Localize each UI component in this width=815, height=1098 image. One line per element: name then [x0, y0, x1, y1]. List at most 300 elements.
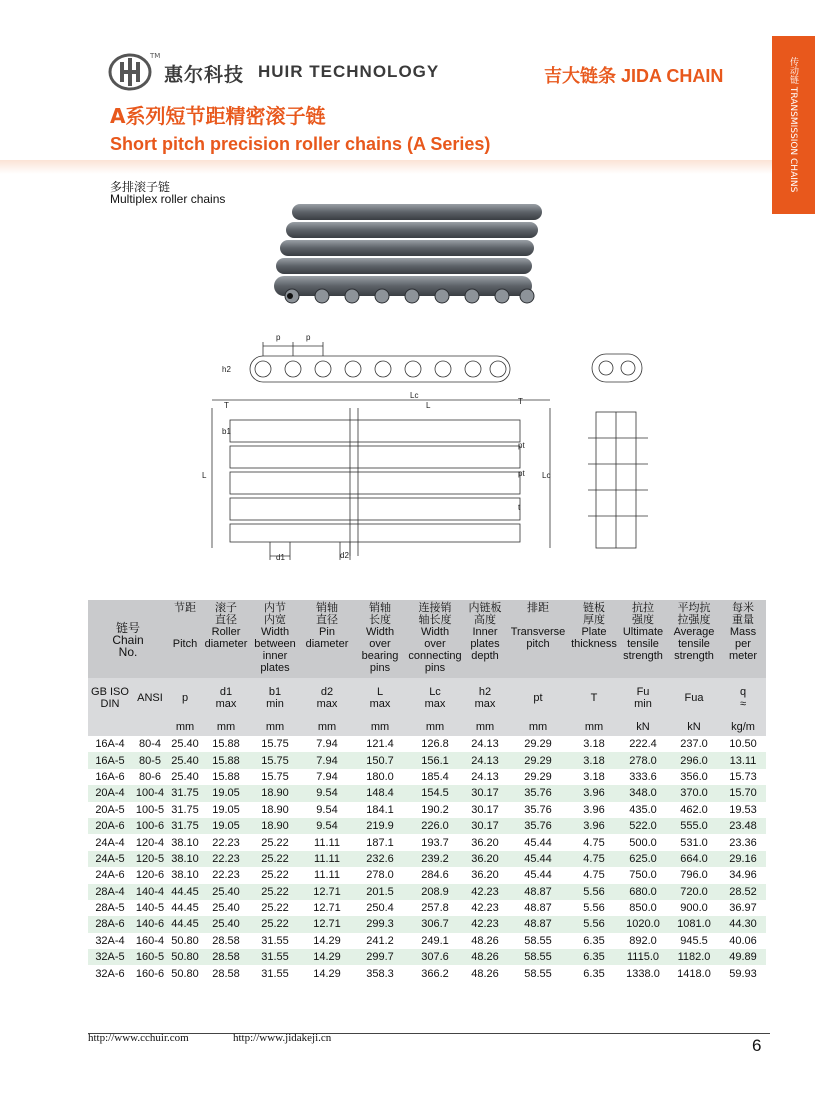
table-cell: 500.0	[618, 834, 668, 850]
table-cell: 1020.0	[618, 916, 668, 932]
table-cell: 796.0	[668, 867, 720, 883]
table-cell: 307.6	[406, 949, 464, 965]
table-cell: 28A-5	[88, 900, 132, 916]
table-cell: 29.29	[506, 769, 570, 785]
table-cell: 25.40	[168, 752, 202, 768]
table-cell: 25.40	[168, 736, 202, 752]
table-cell: 1418.0	[668, 965, 720, 981]
table-cell: 7.94	[300, 752, 354, 768]
table-cell: 20A-5	[88, 802, 132, 818]
table-cell: 190.2	[406, 802, 464, 818]
table-cell: 58.55	[506, 949, 570, 965]
table-cell: 38.10	[168, 834, 202, 850]
table-cell: 249.1	[406, 933, 464, 949]
table-cell: 25.40	[202, 884, 250, 900]
label-h2: h2	[222, 365, 231, 374]
sym-b1: b1 min	[250, 678, 300, 718]
table-cell: 100-4	[132, 785, 168, 801]
table-cell: 120-6	[132, 867, 168, 883]
table-cell: 12.71	[300, 900, 354, 916]
unit-cell: kN	[618, 718, 668, 736]
table-cell: 522.0	[618, 818, 668, 834]
label-pt: pt	[518, 441, 525, 450]
table-cell: 20A-4	[88, 785, 132, 801]
sym-Fu: Fu min	[618, 678, 668, 718]
unit-cell: mm	[250, 718, 300, 736]
sym-T: T	[570, 678, 618, 718]
table-cell: 892.0	[618, 933, 668, 949]
table-cell: 6.35	[570, 965, 618, 981]
table-cell: 48.87	[506, 916, 570, 932]
table-cell: 59.93	[720, 965, 766, 981]
table-cell: 3.96	[570, 818, 618, 834]
table-cell: 7.94	[300, 769, 354, 785]
table-row	[88, 916, 766, 932]
table-cell: 126.8	[406, 736, 464, 752]
table-row	[88, 785, 766, 801]
table-cell: 50.80	[168, 933, 202, 949]
table-cell: 45.44	[506, 851, 570, 867]
table-cell: 15.75	[250, 769, 300, 785]
table-cell: 232.6	[354, 851, 406, 867]
table-cell: 22.23	[202, 851, 250, 867]
footer-rule	[88, 1033, 770, 1034]
table-cell: 120-4	[132, 834, 168, 850]
table-cell: 50.80	[168, 965, 202, 981]
table-cell: 18.90	[250, 802, 300, 818]
table-cell: 50.80	[168, 949, 202, 965]
table-cell: 306.7	[406, 916, 464, 932]
table-cell: 100-5	[132, 802, 168, 818]
table-row	[88, 851, 766, 867]
table-cell: 29.16	[720, 851, 766, 867]
table-cell: 29.29	[506, 752, 570, 768]
unit-cell: mm	[354, 718, 406, 736]
header-band	[0, 160, 772, 174]
col-plate-thickness: 链板 厚度 Plate thickness	[570, 600, 618, 678]
table-cell: 25.22	[250, 867, 300, 883]
table-cell: 32A-4	[88, 933, 132, 949]
trademark-mark: TM	[150, 52, 161, 60]
table-cell: 16A-6	[88, 769, 132, 785]
table-cell: 49.89	[720, 949, 766, 965]
table-cell: 15.88	[202, 769, 250, 785]
table-cell: 435.0	[618, 802, 668, 818]
table-cell: 278.0	[354, 867, 406, 883]
table-cell: 680.0	[618, 884, 668, 900]
table-cell: 3.18	[570, 736, 618, 752]
table-cell: 45.44	[506, 867, 570, 883]
table-cell: 11.11	[300, 867, 354, 883]
table-cell: 15.75	[250, 752, 300, 768]
table-cell: 201.5	[354, 884, 406, 900]
table-cell: 31.55	[250, 965, 300, 981]
table-cell: 625.0	[618, 851, 668, 867]
table-cell: 239.2	[406, 851, 464, 867]
table-cell: 80-4	[132, 736, 168, 752]
table-cell: 31.55	[250, 933, 300, 949]
label-pt-2: pt	[518, 469, 525, 478]
table-cell: 15.75	[250, 736, 300, 752]
footer-url-jidakeji[interactable]: http://www.jidakeji.cn	[233, 1032, 332, 1044]
table-cell: 14.29	[300, 933, 354, 949]
unit-cell	[88, 718, 132, 736]
table-cell: 30.17	[464, 818, 506, 834]
table-cell: 25.22	[250, 884, 300, 900]
table-cell: 241.2	[354, 933, 406, 949]
table-cell: 48.87	[506, 884, 570, 900]
table-cell: 24A-6	[88, 867, 132, 883]
table-cell: 28.52	[720, 884, 766, 900]
table-cell: 3.18	[570, 769, 618, 785]
table-cell: 44.45	[168, 916, 202, 932]
col-pitch: 节距 Pitch	[168, 600, 202, 678]
table-row	[88, 752, 766, 768]
unit-cell: mm	[464, 718, 506, 736]
table-cell: 180.0	[354, 769, 406, 785]
table-cell: 121.4	[354, 736, 406, 752]
table-cell: 25.40	[202, 916, 250, 932]
table-cell: 12.71	[300, 884, 354, 900]
table-cell: 6.35	[570, 949, 618, 965]
table-cell: 48.26	[464, 933, 506, 949]
table-cell: 23.48	[720, 818, 766, 834]
side-category-tab	[772, 36, 815, 214]
table-cell: 24.13	[464, 736, 506, 752]
table-cell: 30.17	[464, 802, 506, 818]
table-cell: 3.18	[570, 752, 618, 768]
header-row-names	[88, 600, 766, 678]
brand-name-cn: 惠尔科技	[164, 64, 245, 86]
table-cell: 48.26	[464, 965, 506, 981]
brand-name-en: HUIR TECHNOLOGY	[258, 62, 440, 81]
col-average-strength: 平均抗 拉强度 Average tensile strength	[668, 600, 720, 678]
sym-q: q ≈	[720, 678, 766, 718]
table-cell: 31.55	[250, 949, 300, 965]
sym-ansi: ANSI	[132, 678, 168, 718]
table-cell: 5.56	[570, 900, 618, 916]
table-cell: 237.0	[668, 736, 720, 752]
unit-cell: mm	[300, 718, 354, 736]
table-cell: 148.4	[354, 785, 406, 801]
table-cell: 299.7	[354, 949, 406, 965]
footer-url-cchuir[interactable]: http://www.cchuir.com	[88, 1032, 189, 1044]
table-cell: 10.50	[720, 736, 766, 752]
label-d1: d1	[276, 553, 285, 562]
table-cell: 4.75	[570, 834, 618, 850]
table-cell: 25.22	[250, 851, 300, 867]
section-subtitle-en: Multiplex roller chains	[110, 192, 226, 206]
col-roller-diameter: 滚子 直径 Roller diameter	[202, 600, 250, 678]
table-cell: 28.58	[202, 949, 250, 965]
table-cell: 160-5	[132, 949, 168, 965]
sym-Lc: Lc max	[406, 678, 464, 718]
table-cell: 720.0	[668, 884, 720, 900]
section-subtitle-cn: 多排滚子链	[110, 180, 171, 194]
table-row	[88, 818, 766, 834]
label-d2: d2	[340, 551, 349, 560]
table-cell: 5.56	[570, 916, 618, 932]
unit-cell: mm	[570, 718, 618, 736]
chain-product-photo	[272, 196, 552, 314]
table-row	[88, 884, 766, 900]
table-cell: 19.53	[720, 802, 766, 818]
table-cell: 16A-5	[88, 752, 132, 768]
label-p: p	[276, 333, 281, 342]
header-row-symbols	[88, 678, 766, 718]
table-cell: 40.06	[720, 933, 766, 949]
table-cell: 4.75	[570, 867, 618, 883]
col-chain-no: 链号 Chain No.	[88, 600, 168, 678]
col-pin-length: 销轴 长度 Width over bearing pins	[354, 600, 406, 678]
col-pin-diameter: 销轴 直径 Pin diameter	[300, 600, 354, 678]
table-cell: 25.40	[168, 769, 202, 785]
table-cell: 36.20	[464, 834, 506, 850]
table-cell: 15.70	[720, 785, 766, 801]
table-cell: 19.05	[202, 818, 250, 834]
table-cell: 32A-5	[88, 949, 132, 965]
unit-cell: kN	[668, 718, 720, 736]
table-cell: 48.87	[506, 900, 570, 916]
table-row	[88, 900, 766, 916]
table-cell: 42.23	[464, 900, 506, 916]
table-cell: 140-6	[132, 916, 168, 932]
table-cell: 333.6	[618, 769, 668, 785]
label-b1: b1	[222, 427, 231, 436]
table-cell: 140-5	[132, 900, 168, 916]
table-cell: 44.45	[168, 884, 202, 900]
col-inner-plate-depth: 内链板 高度 Inner plates depth	[464, 600, 506, 678]
table-cell: 25.22	[250, 900, 300, 916]
page-number: 6	[752, 1036, 762, 1055]
table-cell: 14.29	[300, 949, 354, 965]
table-cell: 9.54	[300, 818, 354, 834]
table-cell: 80-6	[132, 769, 168, 785]
table-cell: 36.20	[464, 867, 506, 883]
table-cell: 11.11	[300, 834, 354, 850]
label-Lc: Lc	[410, 391, 419, 400]
table-cell: 25.22	[250, 834, 300, 850]
table-cell: 44.45	[168, 900, 202, 916]
unit-cell: mm	[202, 718, 250, 736]
table-cell: 9.54	[300, 785, 354, 801]
table-cell: 30.17	[464, 785, 506, 801]
col-transverse-pitch: 排距 Transverse pitch	[506, 600, 570, 678]
sym-L: L max	[354, 678, 406, 718]
table-cell: 20A-6	[88, 818, 132, 834]
table-cell: 38.10	[168, 851, 202, 867]
table-row	[88, 965, 766, 981]
table-cell: 222.4	[618, 736, 668, 752]
table-cell: 58.55	[506, 965, 570, 981]
table-cell: 22.23	[202, 834, 250, 850]
label-T-right: T	[518, 397, 523, 406]
table-cell: 35.76	[506, 802, 570, 818]
table-cell: 38.10	[168, 867, 202, 883]
table-cell: 24.13	[464, 769, 506, 785]
col-inner-width: 内节 内宽 Width between inner plates	[250, 600, 300, 678]
page-title-en: Short pitch precision roller chains (A Series)	[110, 134, 491, 154]
table-cell: 150.7	[354, 752, 406, 768]
table-cell: 120-5	[132, 851, 168, 867]
table-cell: 31.75	[168, 785, 202, 801]
table-cell: 348.0	[618, 785, 668, 801]
sym-d2: d2 max	[300, 678, 354, 718]
table-cell: 24A-4	[88, 834, 132, 850]
table-cell: 9.54	[300, 802, 354, 818]
table-cell: 18.90	[250, 818, 300, 834]
table-cell: 25.40	[202, 900, 250, 916]
table-cell: 900.0	[668, 900, 720, 916]
table-cell: 45.44	[506, 834, 570, 850]
header-row-units	[88, 718, 766, 736]
col-ultimate-strength: 抗拉 强度 Ultimate tensile strength	[618, 600, 668, 678]
table-cell: 250.4	[354, 900, 406, 916]
table-cell: 58.55	[506, 933, 570, 949]
table-cell: 945.5	[668, 933, 720, 949]
table-cell: 28A-4	[88, 884, 132, 900]
table-row	[88, 867, 766, 883]
label-L: L	[202, 471, 207, 480]
table-cell: 31.75	[168, 802, 202, 818]
table-cell: 19.05	[202, 785, 250, 801]
table-cell: 44.30	[720, 916, 766, 932]
table-cell: 100-6	[132, 818, 168, 834]
table-cell: 160-6	[132, 965, 168, 981]
label-t: t	[518, 503, 521, 512]
label-Lc-right: Lc	[542, 471, 551, 480]
spec-table	[88, 600, 766, 982]
table-cell: 36.97	[720, 900, 766, 916]
table-cell: 14.29	[300, 965, 354, 981]
table-cell: 156.1	[406, 752, 464, 768]
label-L-top: L	[426, 401, 431, 410]
table-cell: 22.23	[202, 867, 250, 883]
table-cell: 366.2	[406, 965, 464, 981]
table-cell: 36.20	[464, 851, 506, 867]
table-cell: 160-4	[132, 933, 168, 949]
label-p-2: p	[306, 333, 311, 342]
table-cell: 13.11	[720, 752, 766, 768]
table-row	[88, 933, 766, 949]
table-row	[88, 769, 766, 785]
table-row	[88, 802, 766, 818]
table-cell: 370.0	[668, 785, 720, 801]
col-mass-per-meter: 每米 重量 Mass per meter	[720, 600, 766, 678]
unit-cell: mm	[168, 718, 202, 736]
spec-table-body	[88, 736, 766, 982]
table-cell: 15.88	[202, 752, 250, 768]
table-cell: 16A-4	[88, 736, 132, 752]
table-cell: 750.0	[618, 867, 668, 883]
table-cell: 1182.0	[668, 949, 720, 965]
table-cell: 284.6	[406, 867, 464, 883]
table-cell: 257.8	[406, 900, 464, 916]
table-cell: 24A-5	[88, 851, 132, 867]
table-cell: 154.5	[406, 785, 464, 801]
table-cell: 299.3	[354, 916, 406, 932]
table-cell: 24.13	[464, 752, 506, 768]
table-cell: 664.0	[668, 851, 720, 867]
table-cell: 28.58	[202, 933, 250, 949]
table-cell: 4.75	[570, 851, 618, 867]
unit-cell: mm	[506, 718, 570, 736]
col-connecting-pin-length: 连接销 轴长度 Width over connecting pins	[406, 600, 464, 678]
table-row	[88, 834, 766, 850]
table-cell: 184.1	[354, 802, 406, 818]
table-cell: 25.22	[250, 916, 300, 932]
label-T: T	[224, 401, 229, 410]
table-cell: 7.94	[300, 736, 354, 752]
sym-d1: d1 max	[202, 678, 250, 718]
table-cell: 12.71	[300, 916, 354, 932]
table-cell: 34.96	[720, 867, 766, 883]
table-row	[88, 736, 766, 752]
table-cell: 3.96	[570, 802, 618, 818]
table-cell: 23.36	[720, 834, 766, 850]
table-cell: 32A-6	[88, 965, 132, 981]
page-title-cn: A系列短节距精密滚子链	[110, 104, 326, 128]
table-cell: 35.76	[506, 818, 570, 834]
table-cell: 42.23	[464, 884, 506, 900]
table-cell: 11.11	[300, 851, 354, 867]
jida-chain-brand: 吉大链条 JIDA CHAIN	[544, 66, 724, 86]
spec-table-container	[88, 600, 766, 982]
table-cell: 15.88	[202, 736, 250, 752]
sym-gb-iso-din: GB ISO DIN	[88, 678, 132, 718]
table-cell: 80-5	[132, 752, 168, 768]
unit-cell: kg/m	[720, 718, 766, 736]
table-cell: 358.3	[354, 965, 406, 981]
table-cell: 19.05	[202, 802, 250, 818]
table-cell: 5.56	[570, 884, 618, 900]
sym-Fua: Fua	[668, 678, 720, 718]
table-cell: 48.26	[464, 949, 506, 965]
table-cell: 356.0	[668, 769, 720, 785]
unit-cell	[132, 718, 168, 736]
sym-h2: h2 max	[464, 678, 506, 718]
sym-p: p	[168, 678, 202, 718]
table-cell: 1338.0	[618, 965, 668, 981]
table-cell: 462.0	[668, 802, 720, 818]
table-cell: 1081.0	[668, 916, 720, 932]
table-cell: 42.23	[464, 916, 506, 932]
table-cell: 278.0	[618, 752, 668, 768]
table-cell: 219.9	[354, 818, 406, 834]
table-cell: 29.29	[506, 736, 570, 752]
table-cell: 28A-6	[88, 916, 132, 932]
table-cell: 208.9	[406, 884, 464, 900]
sym-pt: pt	[506, 678, 570, 718]
table-cell: 140-4	[132, 884, 168, 900]
side-tab-label: 传动链 TRANSMISSION CHAINS	[788, 57, 798, 193]
table-cell: 28.58	[202, 965, 250, 981]
table-cell: 185.4	[406, 769, 464, 785]
table-cell: 187.1	[354, 834, 406, 850]
table-cell: 193.7	[406, 834, 464, 850]
chain-technical-drawing	[200, 328, 670, 564]
table-cell: 555.0	[668, 818, 720, 834]
table-cell: 18.90	[250, 785, 300, 801]
table-cell: 226.0	[406, 818, 464, 834]
table-cell: 15.73	[720, 769, 766, 785]
table-cell: 531.0	[668, 834, 720, 850]
table-cell: 1115.0	[618, 949, 668, 965]
table-cell: 6.35	[570, 933, 618, 949]
table-cell: 296.0	[668, 752, 720, 768]
table-row	[88, 949, 766, 965]
huir-logo	[108, 52, 152, 92]
